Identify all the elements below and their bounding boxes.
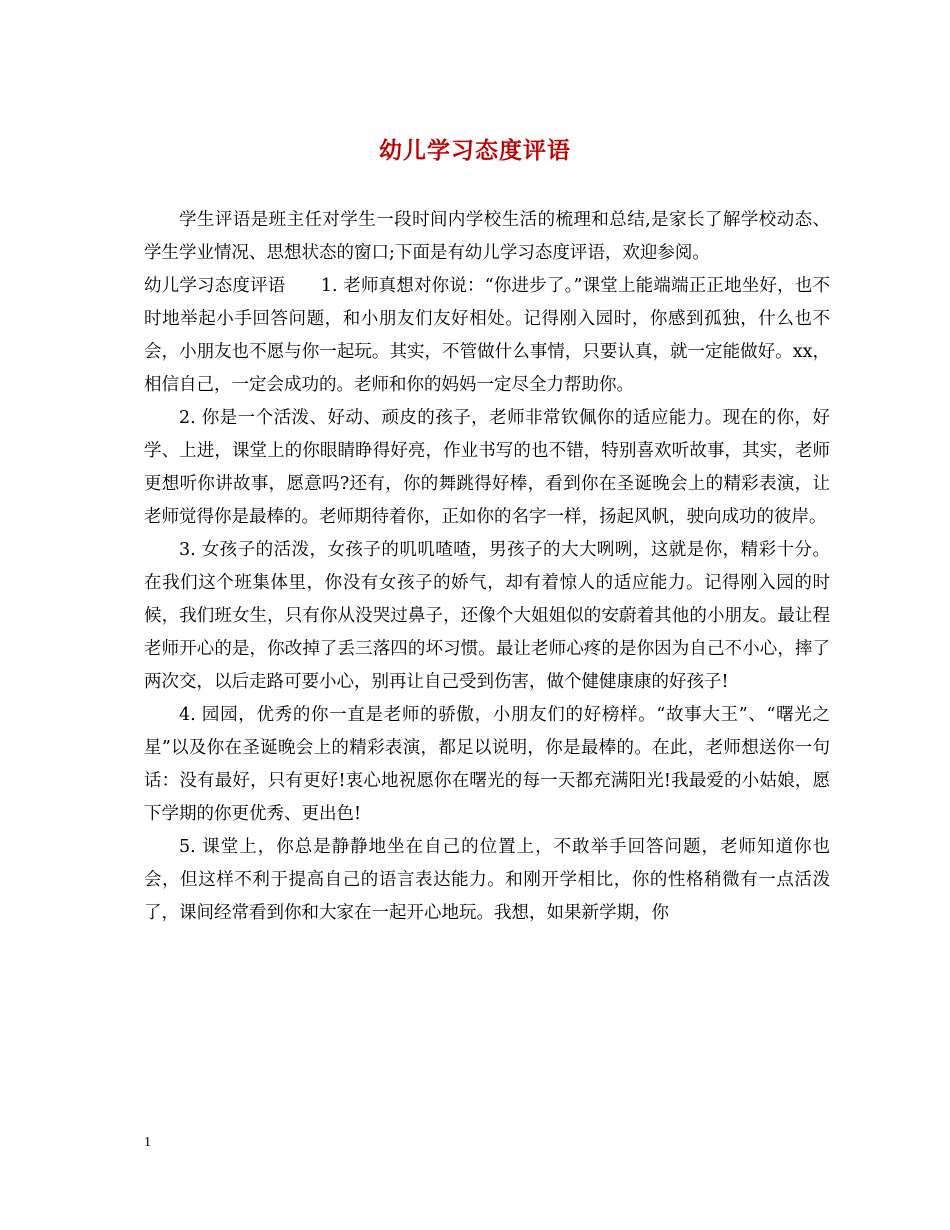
comment-paragraph-4: 4. 园园，优秀的你一直是老师的骄傲，小朋友们的好榜样。“故事大王”、“曙光之星”以及你在圣诞晚会上的精彩表演，都足以说明，你是最棒的。在此，老师想送你一句话：没有最好，只有更好!衷心地祝愿你在曙光的每一天都充满阳光!我最爱的小姑娘，愿下学期的你更优秀、更出色! — [144, 705, 830, 824]
comment-paragraph-3: 3. 女孩子的活泼，女孩子的叽叽喳喳，男孩子的大大咧咧，这就是你，精彩十分。在我们这个班集体里，你没有女孩子的娇气，却有着惊人的适应能力。记得刚入园的时候，我们班女生，只有你从没哭过鼻子，还像个大姐姐似的安蔚着其他的小朋友。最让程老师开心的是，你改掉了丢三落四的坏习惯。最让老师心疼的是你因为自己不小心，摔了两次交，以后走路可要小心，别再让自己受到伤害，做个健健康康的好孩子! — [144, 540, 830, 692]
document-title: 幼儿学习态度评语 — [379, 137, 571, 164]
comment-paragraph-2: 2. 你是一个活泼、好动、顽皮的孩子，老师非常钦佩你的适应能力。现在的你，好学、上进，课堂上的你眼睛睁得好亮，作业书写的也不错，特别喜欢听故事，其实，老师更想听你讲故事，愿意吗?还有，你的舞跳得好棒，看到你在圣诞晚会上的精彩表演，让老师觉得你是最棒的。老师期待着你，正如你的名字一样，扬起风帆，驶向成功的彼岸。 — [144, 408, 830, 527]
comment-paragraph-5: 5. 课堂上，你总是静静地坐在自己的位置上，不敢举手回答问题，老师知道你也会，但这样不利于提高自己的语言表达能力。和刚开学相比，你的性格稍微有一点活泼了，课间经常看到你和大家在一起开心地玩。我想，如果新学期，你 — [144, 837, 830, 923]
intro-paragraph: 学生评语是班主任对学生一段时间内学校生活的梳理和总结,是家长了解学校动态、学生学业情况、思想状态的窗口;下面是有幼儿学习态度评语，欢迎参阅。 — [144, 210, 830, 263]
document-body — [144, 204, 830, 930]
page-number: 1 — [144, 1135, 151, 1150]
comment-paragraph-1: 幼儿学习态度评语 1. 老师真想对你说：“你进步了。”课堂上能端端正正地坐好，也不时地举起小手回答问题，和小朋友们友好相处。记得刚入园时，你感到孤独，什么也不会，小朋友也不愿与你一起玩。其实，不管做什么事情，只要认真，就一定能做好。xx，相信自己，一定会成功的。老师和你的妈妈一定尽全力帮助你。 — [144, 276, 830, 395]
